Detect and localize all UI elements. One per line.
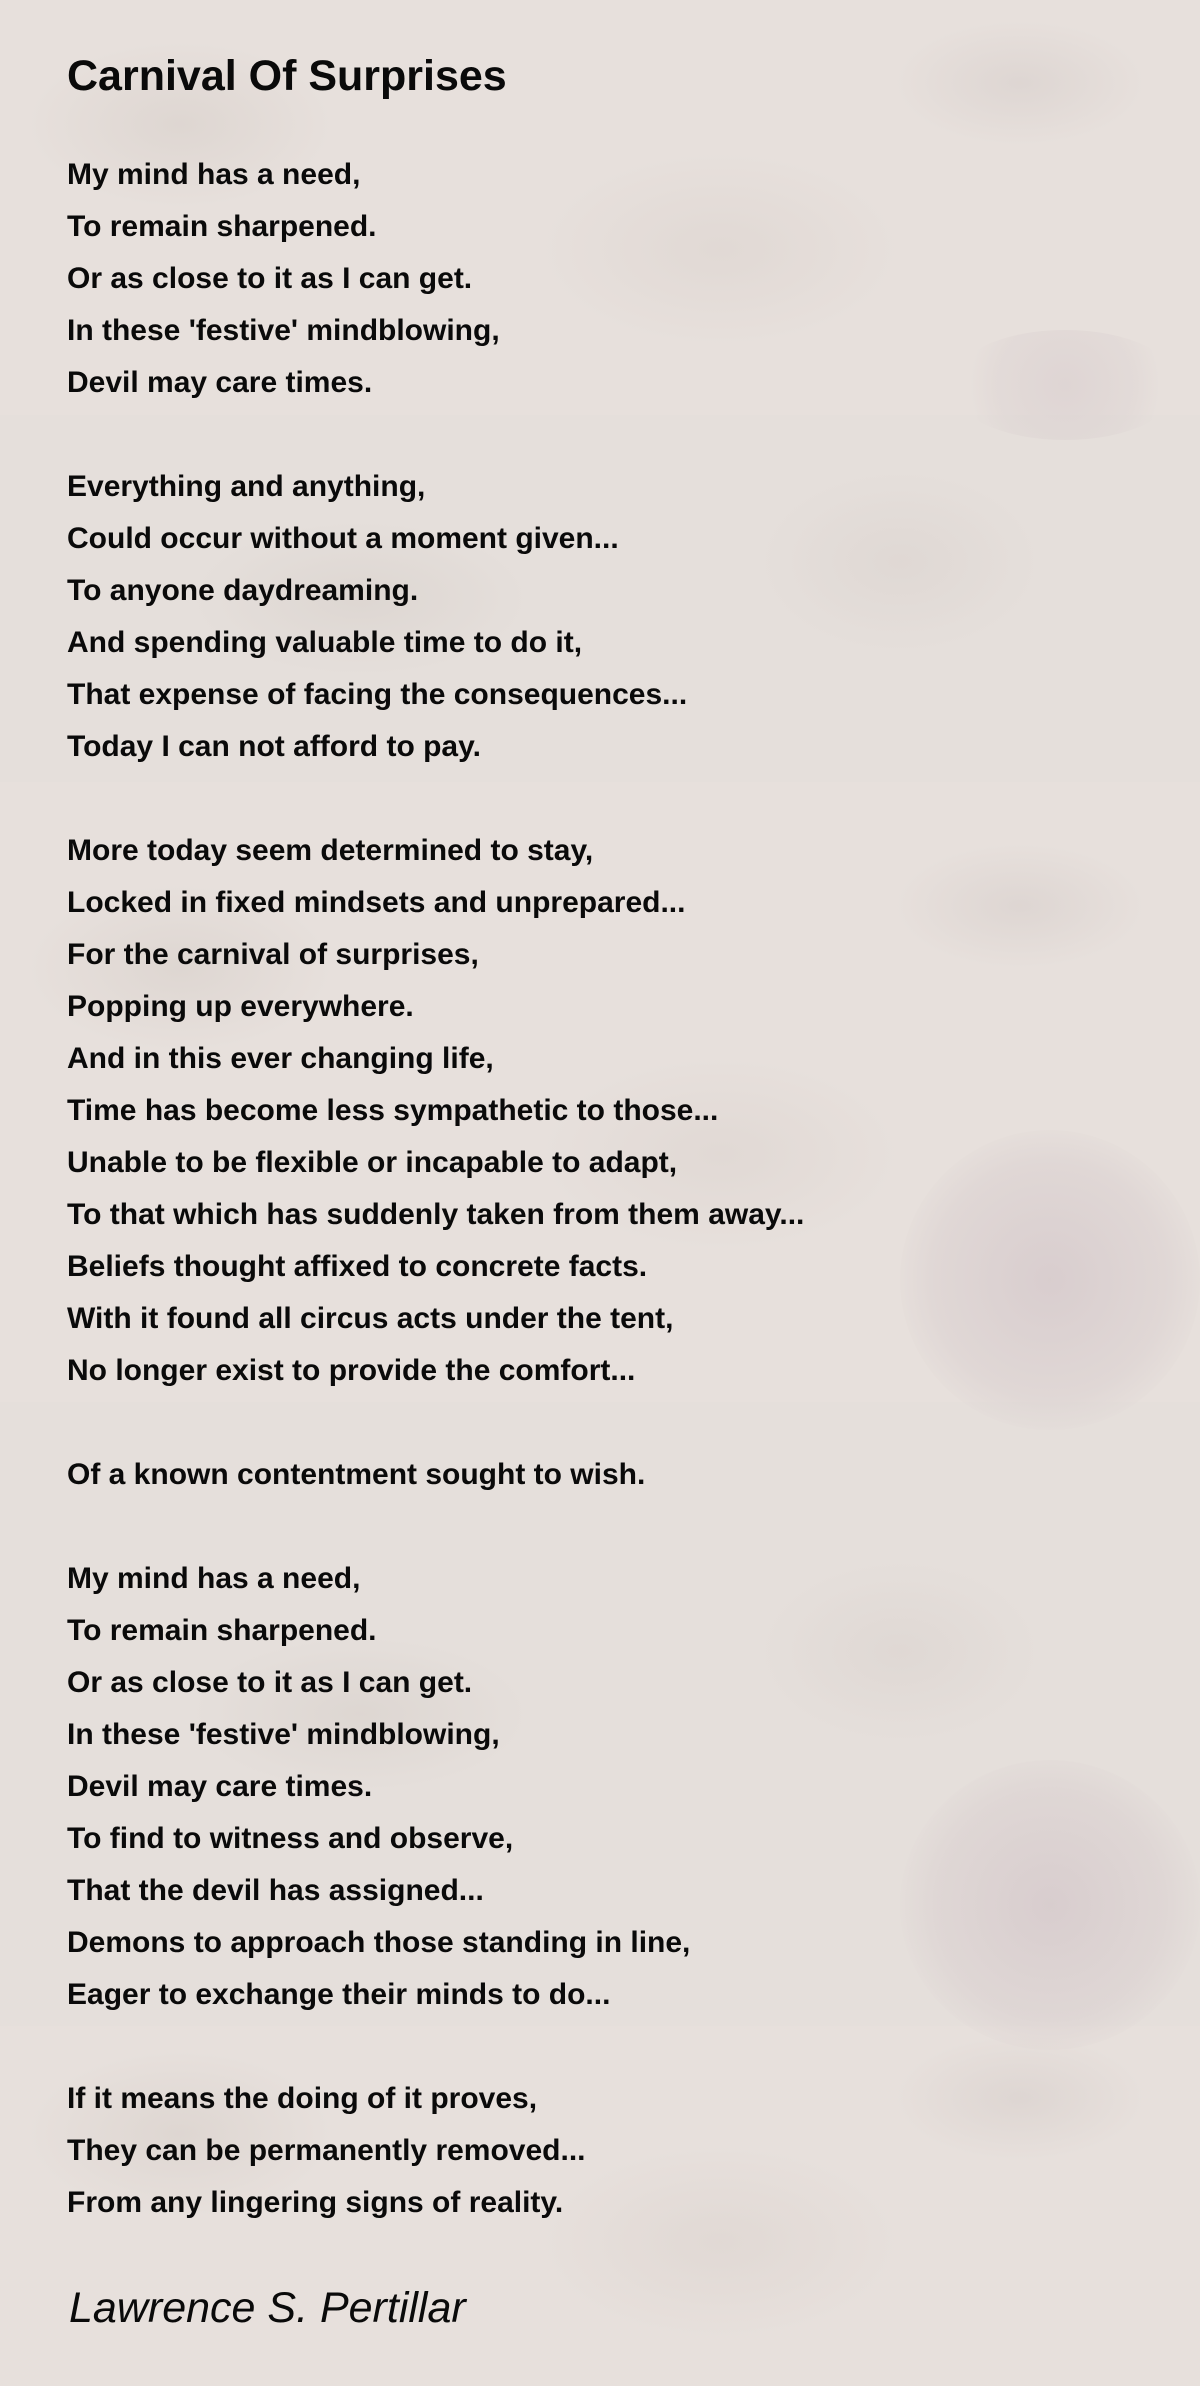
poem-line: For the carnival of surprises, (67, 938, 479, 971)
poem-line: Demons to approach those standing in line, (67, 1926, 691, 1959)
poem-line: From any lingering signs of reality. (67, 2186, 564, 2219)
poem-line: My mind has a need, (67, 1562, 361, 1595)
poem-line: Or as close to it as I can get. (67, 262, 473, 295)
poem-line: Time has become less sympathetic to those... (67, 1094, 719, 1127)
poem-line: To remain sharpened. (67, 210, 377, 243)
poem-line: No longer exist to provide the comfort... (67, 1354, 636, 1387)
poem-line: That expense of facing the consequences... (67, 678, 688, 711)
poem-line: And spending valuable time to do it, (67, 626, 583, 659)
poem-line: Unable to be flexible or incapable to adapt, (67, 1146, 678, 1179)
stanza-break (67, 1501, 804, 1553)
poem-line: Everything and anything, (67, 470, 426, 503)
poem-line: Popping up everywhere. (67, 990, 414, 1023)
poem-line: Beliefs thought affixed to concrete facts. (67, 1250, 648, 1283)
stanza-break (67, 409, 804, 461)
poem-line: In these 'festive' mindblowing, (67, 1718, 500, 1751)
poem-line: If it means the doing of it proves, (67, 2082, 538, 2115)
poem-line: Locked in fixed mindsets and unprepared... (67, 886, 686, 919)
poem-line: And in this ever changing life, (67, 1042, 494, 1075)
poem-line: Could occur without a moment given... (67, 522, 619, 555)
stanza-break (67, 2021, 804, 2073)
poem-title: Carnival Of Surprises (67, 52, 507, 100)
poem-line: Devil may care times. (67, 1770, 373, 1803)
stanza-break (67, 1397, 804, 1449)
poem-line: My mind has a need, (67, 158, 361, 191)
poem-line: To find to witness and observe, (67, 1822, 514, 1855)
poem-line: Today I can not afford to pay. (67, 730, 481, 763)
poem-line: Eager to exchange their minds to do... (67, 1978, 611, 2011)
poem-line: To remain sharpened. (67, 1614, 377, 1647)
poem-line: In these 'festive' mindblowing, (67, 314, 500, 347)
background-stain (950, 330, 1180, 440)
background-stain (900, 1130, 1200, 1430)
poem-author: Lawrence S. Pertillar (69, 2284, 466, 2332)
poem-line: Or as close to it as I can get. (67, 1666, 473, 1699)
poem-line: They can be permanently removed... (67, 2134, 586, 2167)
poem-body (67, 149, 804, 2229)
poem-line: Of a known contentment sought to wish. (67, 1458, 646, 1491)
background-stain (900, 1760, 1200, 2050)
poem-line: With it found all circus acts under the tent, (67, 1302, 674, 1335)
poem-line: Devil may care times. (67, 366, 373, 399)
poem-line: That the devil has assigned... (67, 1874, 484, 1907)
poem-line: More today seem determined to stay, (67, 834, 594, 867)
stanza-break (67, 773, 804, 825)
poem-line: To that which has suddenly taken from them away... (67, 1198, 805, 1231)
poem-line: To anyone daydreaming. (67, 574, 419, 607)
